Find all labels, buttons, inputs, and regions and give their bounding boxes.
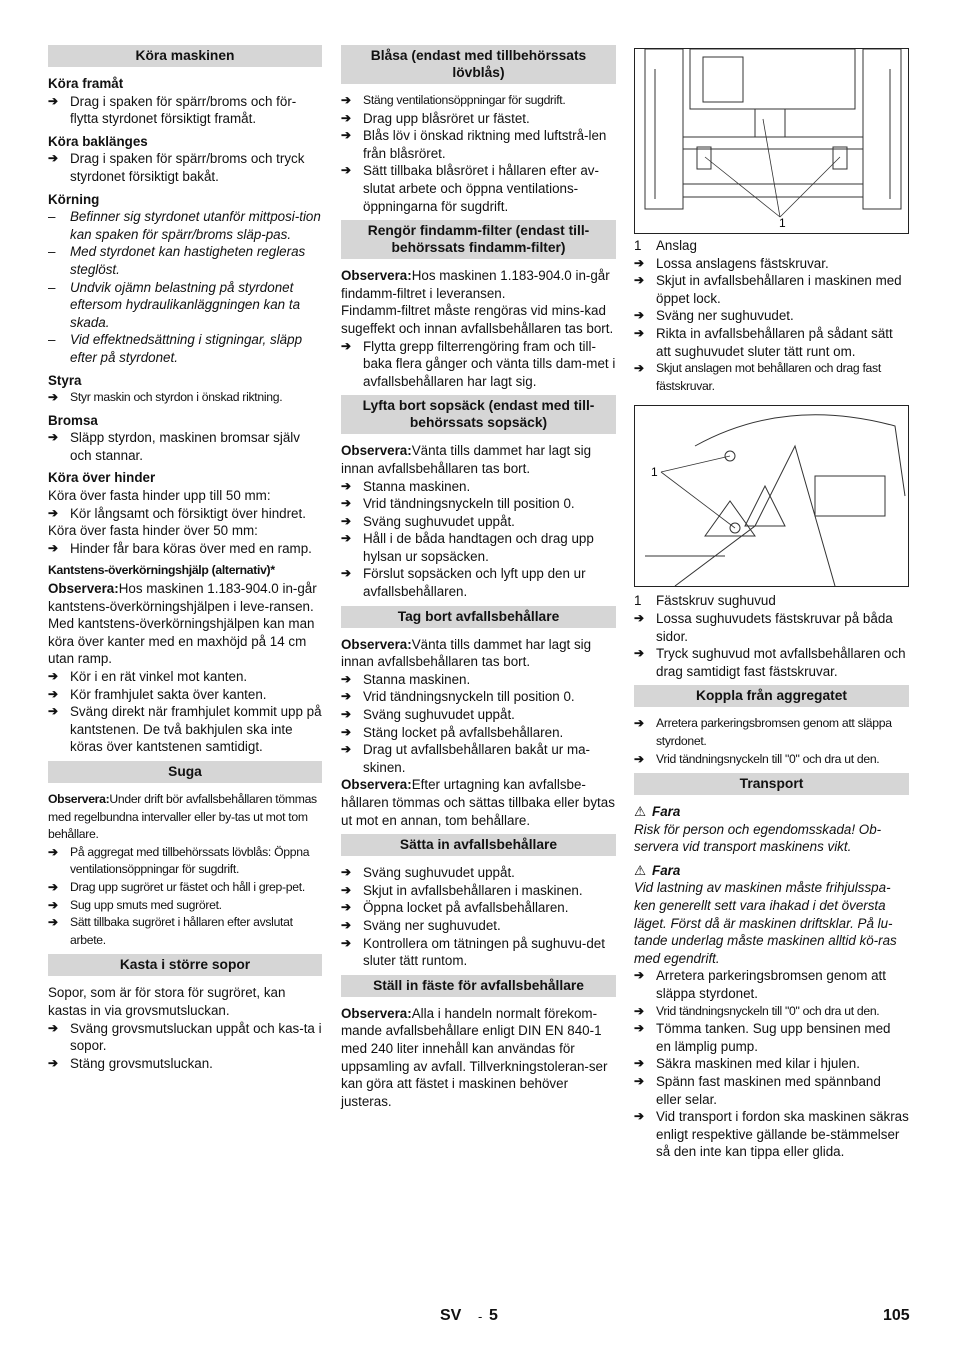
step: ➔ Styr maskin och styrdon i önskad riktning.: [48, 389, 322, 407]
step: ➔ Släpp styrdon, maskinen bromsar själv och stannar.: [48, 429, 322, 464]
column-right: [634, 48, 909, 1161]
step: ➔ Stanna maskinen.: [341, 478, 616, 496]
figure-container-bottom: [634, 405, 909, 587]
step: ➔ Hinder får bara köras över med en ramp.: [48, 540, 322, 558]
step: ➔ Sätt tillbaka blåsröret i hållaren efter av-slutat arbete och öppna ventilations-öppningarna för sugdrift.: [341, 162, 616, 215]
note-paragraph: Observera:Vänta tills dammet har lagt sig innan avfallsbehållaren tas bort.: [341, 636, 592, 670]
warning-label: ⚠ Fara: [634, 804, 681, 820]
section-heading-kora: Köra maskinen: [48, 45, 322, 67]
figure-caption: 1 Fästskruv sughuvud: [634, 593, 776, 609]
paragraph: Findamm-filtret måste rengöras vid mins-kad sugeffekt och innan avfallsbehållaren tas bort.: [341, 303, 614, 336]
note-item: – Vid effektnedsättning i stigningar, släpp efter på styrdonet.: [48, 331, 322, 366]
paragraph: Sopor, som är för stora för sugröret, kan kastas in via grovsmutsluckan.: [48, 985, 286, 1018]
step: ➔ Rikta in avfallsbehållaren på sådant sätt att sughuvudet sluter tätt runt om.: [634, 325, 909, 360]
note-paragraph: Observera:Efter urtagning kan avfallsbe-hållaren tömmas och sättas tillbaka eller bytas ut mot en annan, tom behållare.: [341, 777, 615, 828]
note-item: – Befinner sig styrdonet utanför mittposi-tion kan spaken för spärr/broms släp-pas.: [48, 208, 322, 243]
column-middle: [341, 45, 616, 1110]
warning-triangle-icon: ⚠: [634, 862, 647, 878]
language-code: SV: [440, 1307, 462, 1324]
subheading-framat: Köra framåt: [48, 76, 124, 91]
figure-caption: 1 Anslag: [634, 238, 697, 253]
step: ➔ Kör långsamt och försiktigt över hindret.: [48, 505, 322, 523]
step: ➔ Arretera parkeringsbromsen genom att släppa styrdonet.: [634, 967, 909, 1002]
step: ➔ På aggregat med tillbehörssats lövblås: Öppna ventilationsöppningar för sugdrift.: [48, 844, 322, 879]
step: ➔ Lossa anslagens fästskruvar.: [634, 255, 909, 273]
step: ➔ Sväng ner sughuvudet.: [634, 307, 909, 325]
step: ➔ Skjut in avfallsbehållaren i maskinen med öppet lock.: [634, 272, 909, 307]
paragraph: Köra över fasta hinder över 50 mm:: [48, 523, 258, 539]
step: ➔ Vid transport i fordon ska maskinen säkras enligt respektive gällande be-stämmelser så den inte kan tippa eller glida.: [634, 1108, 909, 1161]
subheading-kantsten: Kantstens-överkörningshjälp (alternativ)*: [48, 563, 275, 578]
step: ➔ Kör i en rät vinkel mot kanten.: [48, 668, 322, 686]
step: ➔ Drag i spaken för spärr/broms och för-flytta styrdonet försiktigt framåt.: [48, 93, 322, 128]
section-page-number: 5: [489, 1307, 498, 1324]
step: ➔ Håll i de båda handtagen och drag upp hylsan ur sopsäcken.: [341, 530, 616, 565]
step: ➔ Sväng sughuvudet uppåt.: [341, 513, 616, 531]
step: ➔ Sväng sughuvudet uppåt.: [341, 706, 616, 724]
paragraph: Köra över fasta hinder upp till 50 mm:: [48, 488, 271, 504]
step: ➔ Sväng direkt när framhjulet kommit upp på kantstenen. De två bakhjulen ska inte köras över kantstenen samtidigt.: [48, 703, 322, 756]
step: ➔ Drag i spaken för spärr/broms och tryck styrdonet försiktigt bakåt.: [48, 150, 322, 185]
step: ➔ Sug upp smuts med sugröret.: [48, 897, 322, 915]
illustration-container-stops: [635, 49, 908, 233]
page-number: 105: [883, 1307, 910, 1324]
note-paragraph: Observera:Alla i handeln normalt förekom-mande avfallsbehållare enligt DIN EN 840-1 med 240 liter innehåll kan användas för uppsamling av avfall. Tillverkningstoleran-ser kan göra att fästet i maskinen behöver justeras.: [341, 1005, 608, 1109]
step: ➔ Blås löv i önskad riktning med luftstrå-len från blåsröret.: [341, 127, 616, 162]
step: ➔ Öppna locket på avfallsbehållaren.: [341, 899, 616, 917]
subheading-korning: Körning: [48, 191, 100, 207]
section-heading-transport: Transport: [634, 773, 909, 795]
step: ➔ Förslut sopsäcken och lyft upp den ur avfallsbehållaren.: [341, 565, 616, 600]
section-heading-satta: Sätta in avfallsbehållare: [341, 834, 616, 856]
paragraph: Med kantstens-överkörningshjälpen kan man köra över kanter med en maxhöjd på 14 cm utan ramp.: [48, 616, 315, 667]
step: ➔ Arretera parkeringsbromsen genom att släppa styrdonet.: [634, 715, 909, 750]
step: ➔ Vrid tändningsnyckeln till position 0.: [341, 688, 616, 706]
subheading-bromsa: Bromsa: [48, 412, 98, 428]
step: ➔ Drag ut avfallsbehållaren bakåt ur ma-skinen.: [341, 741, 616, 776]
step: ➔ Vrid tändningsnyckeln till "0" och dra ut den.: [634, 1003, 909, 1021]
step: ➔ Kontrollera om tätningen på sughuvu-det sluter tätt runtom.: [341, 935, 616, 970]
note-paragraph: Observera:Under drift bör avfallsbehållaren tömmas med regelbundna intervaller eller by-tas ut mot tom behållare.: [48, 791, 317, 842]
note-item: – Undvik ojämn belastning på styrdonet eftersom hydraulikanläggningen kan ta skada.: [48, 279, 322, 332]
warning-triangle-icon: ⚠: [634, 804, 647, 820]
warning-text: Vid lastning av maskinen måste frihjulsspa-ken generellt sett vara ihakad i det översta läget. Först då är maskinen driftsklar. På lu-tande underlag måste maskinen alltid kö-ras med egendrift.: [634, 880, 897, 966]
step: ➔ Sväng sughuvudet uppåt.: [341, 864, 616, 882]
section-heading-blasa: Blåsa (endast med tillbehörssats lövblås): [341, 45, 616, 84]
step: ➔ Tryck sughuvud mot avfallsbehållaren och drag samtidigt fast fästskruvar.: [634, 645, 909, 680]
section-heading-suga: Suga: [48, 761, 322, 783]
illustration-suction-head: [635, 406, 908, 586]
step: ➔ Stäng grovsmutsluckan.: [48, 1055, 322, 1073]
step: ➔ Sväng ner sughuvudet.: [341, 917, 616, 935]
step: ➔ Vrid tändningsnyckeln till position 0.: [341, 495, 616, 513]
note-paragraph: Observera:Vänta tills dammet har lagt sig innan avfallsbehållaren tas bort.: [341, 443, 592, 476]
step: ➔ Skjut anslagen mot behållaren och drag fast fästskruvar.: [634, 360, 909, 395]
step: ➔ Vrid tändningsnyckeln till "0" och dra ut den.: [634, 751, 909, 769]
note-item: – Med styrdonet kan hastigheten regleras steglöst.: [48, 243, 322, 278]
subheading-styra: Styra: [48, 372, 82, 388]
step: ➔ Stäng locket på avfallsbehållaren.: [341, 724, 616, 742]
figure-container-top: [634, 48, 909, 234]
footer-separator: -: [478, 1309, 483, 1324]
section-heading-tagbort: Tag bort avfallsbehållare: [341, 606, 616, 628]
section-heading-sopsack: Lyfta bort sopsäck (endast med till-behörssats sopsäck): [341, 395, 616, 434]
step: ➔ Flytta grepp filterrengöring fram och till-baka flera gånger och vänta tills dam-met i avfallsbehållaren har lagt sig.: [341, 338, 616, 391]
section-heading-filter: Rengör findamm-filter (endast till-behörssats findamm-filter): [341, 220, 616, 259]
subheading-hinder: Köra över hinder: [48, 470, 156, 486]
note-paragraph: Observera:Hos maskinen 1.183-904.0 in-går kantstens-överkörningshjälpen i leve-ransen.: [48, 581, 317, 614]
subheading-baklanges: Köra baklänges: [48, 133, 148, 149]
section-heading-faste: Ställ in fäste för avfallsbehållare: [341, 975, 616, 997]
warning-text: Risk för person och egendomsskada! Ob-servera vid transport maskinens vikt.: [634, 821, 882, 855]
callout-label: 1: [779, 216, 786, 230]
column-left: [48, 45, 322, 1072]
warning-label: ⚠ Fara: [634, 862, 681, 878]
step: ➔ Stanna maskinen.: [341, 671, 616, 689]
step: ➔ Sätt tillbaka sugröret i hållaren efter avslutat arbete.: [48, 914, 322, 949]
step: ➔ Stäng ventilationsöppningar för sugdrift.: [341, 92, 616, 110]
step: ➔ Kör framhjulet sakta över kanten.: [48, 686, 322, 704]
step: ➔ Lossa sughuvudets fästskruvar på båda sidor.: [634, 610, 909, 645]
callout-label: 1: [651, 465, 658, 480]
step: ➔ Drag upp sugröret ur fästet och håll i grep-pet.: [48, 879, 322, 897]
step: ➔ Skjut in avfallsbehållaren i maskinen.: [341, 882, 616, 900]
step: ➔ Sväng grovsmutsluckan uppåt och kas-ta i sopor.: [48, 1020, 322, 1055]
note-paragraph: Observera:Hos maskinen 1.183-904.0 in-går findamm-filtret i leveransen.: [341, 268, 610, 301]
section-heading-kasta: Kasta i större sopor: [48, 954, 322, 976]
page-footer: [0, 1307, 954, 1331]
step: ➔ Säkra maskinen med kilar i hjulen.: [634, 1055, 909, 1073]
step: ➔ Tömma tanken. Sug upp bensinen med en lämplig pump.: [634, 1020, 909, 1055]
step: ➔ Drag upp blåsröret ur fästet.: [341, 110, 616, 128]
step: ➔ Spänn fast maskinen med spännband eller selar.: [634, 1073, 909, 1108]
section-heading-koppla: Koppla från aggregatet: [634, 685, 909, 707]
